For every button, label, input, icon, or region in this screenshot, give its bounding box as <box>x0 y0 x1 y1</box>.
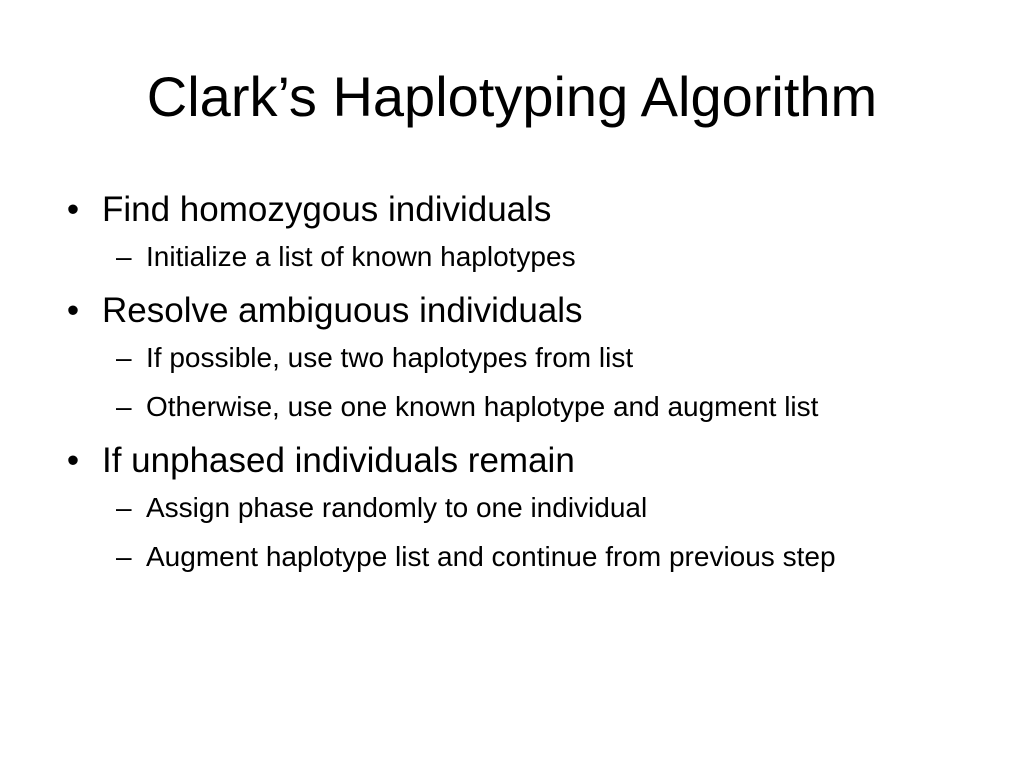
dash-icon: – <box>116 342 132 373</box>
dash-icon: – <box>116 241 132 272</box>
sub-item <box>116 238 946 276</box>
bullet-list <box>58 186 958 587</box>
bullet-dot-icon: • <box>66 291 80 330</box>
sub-item-text: If possible, use two haplotypes from list <box>146 342 634 373</box>
dash-icon: – <box>116 541 132 572</box>
sub-item <box>116 489 946 527</box>
bullet-text: Find homozygous individuals <box>102 190 552 229</box>
sub-item-text: Otherwise, use one known haplotype and augment list <box>146 391 819 422</box>
sub-item <box>116 388 946 426</box>
dash-icon: – <box>116 492 132 523</box>
bullet-item-resolve-ambiguous <box>58 287 958 426</box>
sub-item <box>116 538 946 576</box>
dash-icon: – <box>116 391 132 422</box>
sub-list <box>58 339 958 426</box>
sub-list <box>58 489 958 576</box>
bullet-text: If unphased individuals remain <box>102 441 575 480</box>
sub-item-text: Initialize a list of known haplotypes <box>146 241 576 272</box>
sub-item-text: Assign phase randomly to one individual <box>146 492 648 523</box>
bullet-dot-icon: • <box>66 441 80 480</box>
sub-item-text: Augment haplotype list and continue from previous step <box>146 541 836 572</box>
bullet-item-unphased-remain <box>58 437 958 576</box>
bullet-text: Resolve ambiguous individuals <box>102 291 583 330</box>
bullet-row <box>58 186 958 234</box>
sub-list <box>58 238 958 276</box>
bullet-item-find-homozygous <box>58 186 958 276</box>
sub-item <box>116 339 946 377</box>
bullet-row <box>58 437 958 485</box>
bullet-row <box>58 287 958 335</box>
slide-title: Clark’s Haplotyping Algorithm <box>146 65 878 128</box>
bullet-dot-icon: • <box>66 190 80 229</box>
